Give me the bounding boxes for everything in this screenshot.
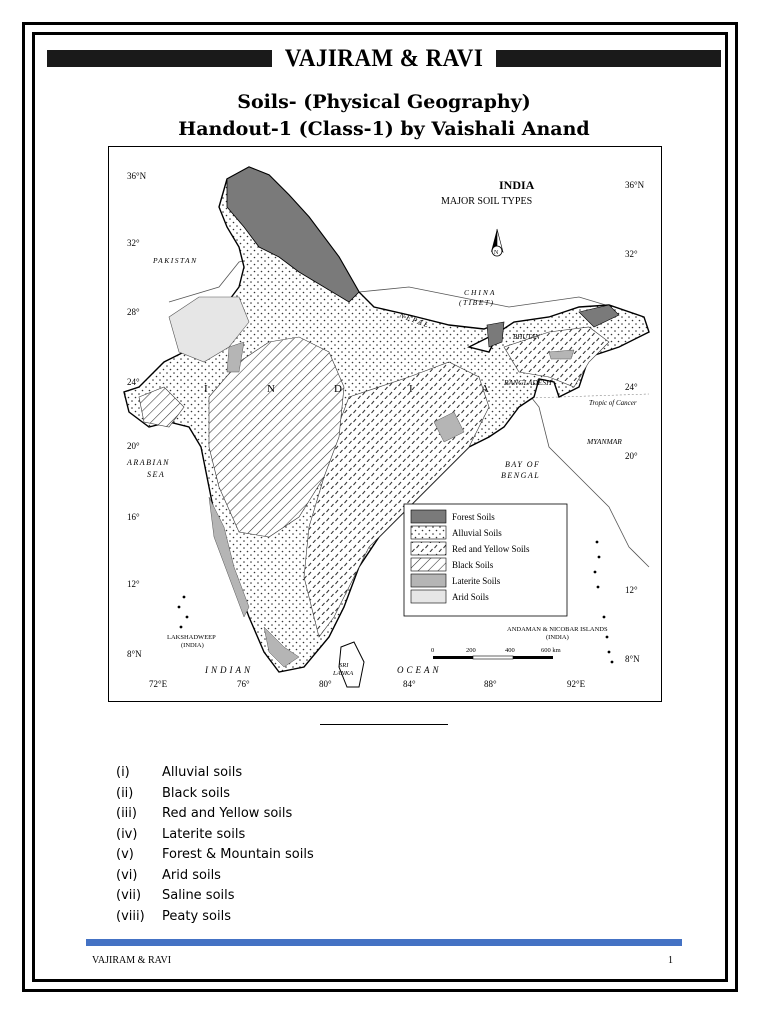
- section-divider: [320, 724, 448, 725]
- label-india-i1: I: [204, 383, 208, 395]
- list-item-number: (v): [116, 847, 134, 862]
- india-soil-map: [108, 146, 662, 702]
- label-andaman: ANDAMAN & NICOBAR ISLANDS: [507, 626, 608, 633]
- label-myanmar: MYANMAR: [587, 437, 622, 446]
- andaman-islands: [594, 541, 614, 664]
- legend-label-red-yellow: Red and Yellow Soils: [452, 544, 530, 554]
- lat-32: 32°: [127, 238, 140, 248]
- legend-label-arid: Arid Soils: [452, 592, 489, 602]
- list-item-text: Saline soils: [162, 888, 235, 903]
- label-sri: SRI: [339, 662, 349, 669]
- page-number: 1: [668, 955, 673, 966]
- list-item-number: (vi): [116, 867, 138, 883]
- lat-right-8: 8°N: [625, 654, 640, 664]
- label-nepal: NEPAL: [398, 310, 432, 330]
- handout-title: Soils- (Physical Geography): [237, 91, 531, 113]
- lon-80: 80°: [319, 679, 332, 689]
- label-bangladesh: BANGLADESH: [504, 378, 552, 387]
- label-lanka: LANKA: [333, 670, 354, 677]
- list-item-text: Forest & Mountain soils: [162, 847, 314, 862]
- legend-label-laterite: Laterite Soils: [452, 576, 501, 586]
- list-item-number: (ii): [116, 785, 134, 801]
- label-india-a: A: [481, 383, 489, 395]
- north-label: N: [494, 250, 499, 256]
- label-india-i2: I: [409, 383, 413, 395]
- label-andaman-sub: (INDIA): [546, 634, 569, 641]
- map-svg: [109, 147, 661, 701]
- list-item-text: Laterite soils: [162, 826, 246, 842]
- list-item-number: (viii): [116, 908, 145, 924]
- lat-16: 16°: [127, 512, 140, 522]
- lon-76: 76°: [237, 679, 250, 689]
- lat-right-24: 24°: [625, 382, 638, 392]
- list-item-number: (iv): [116, 826, 138, 842]
- masthead-bar-right: [496, 50, 721, 67]
- list-item-text: Black soils: [162, 785, 231, 801]
- list-item-number: (i): [116, 765, 130, 780]
- lat-20: 20°: [127, 441, 140, 451]
- lat-right-36: 36°N: [625, 180, 645, 190]
- legend-swatch-red-yellow: [411, 542, 446, 555]
- scale-tick-600: 600 km: [541, 647, 561, 654]
- lat-right-20: 20°: [625, 451, 638, 461]
- label-ocean: OCEAN: [397, 665, 442, 675]
- label-indian: INDIAN: [205, 665, 253, 675]
- legend-swatch-black: [411, 558, 446, 571]
- footer-brand: VAJIRAM & RAVI: [92, 955, 172, 966]
- label-bengal: BENGAL: [501, 471, 541, 480]
- list-item-text: Red and Yellow soils: [162, 806, 293, 821]
- lat-24: 24°: [127, 377, 140, 387]
- brand-title: VAJIRAM & RAVI: [284, 45, 484, 72]
- label-lakshadweep-sub: (INDIA): [181, 642, 204, 649]
- list-item-text: Peaty soils: [162, 908, 231, 924]
- lon-88: 88°: [484, 679, 497, 689]
- masthead-bar-left: [47, 50, 272, 67]
- label-bhutan: BHUTAN: [513, 333, 540, 341]
- lat-right-12: 12°: [625, 585, 638, 595]
- label-pakistan: PAKISTAN: [153, 256, 198, 265]
- lat-8: 8°N: [127, 649, 142, 659]
- lat-28: 28°: [127, 307, 140, 317]
- footer-bar: [86, 939, 682, 946]
- map-legend: [404, 504, 567, 616]
- label-sea: SEA: [147, 470, 166, 479]
- legend-label-forest: Forest Soils: [452, 512, 495, 522]
- list-item-text: Alluvial soils: [162, 765, 243, 780]
- legend-swatch-alluvial: [411, 526, 446, 539]
- scale-tick-400: 400: [505, 647, 515, 654]
- legend-label-black: Black Soils: [452, 560, 494, 570]
- handout-subtitle: Handout-1 (Class-1) by Vaishali Anand: [178, 118, 590, 140]
- label-bay-of: BAY OF: [505, 460, 541, 469]
- lon-72: 72°E: [149, 679, 168, 689]
- masthead: [47, 44, 721, 72]
- label-india-n: N: [267, 383, 275, 395]
- lakshadweep-islands: [178, 596, 189, 629]
- lat-12: 12°: [127, 579, 140, 589]
- legend-swatch-laterite: [411, 574, 446, 587]
- map-subtitle: MAJOR SOIL TYPES: [441, 196, 533, 207]
- legend-swatch-arid: [411, 590, 446, 603]
- label-india-d: D: [334, 383, 342, 395]
- lat-right-32: 32°: [625, 249, 638, 259]
- list-item-number: (vii): [116, 888, 142, 903]
- label-tibet: (TIBET): [459, 298, 495, 307]
- list-item-number: (iii): [116, 806, 137, 821]
- scale-bar: [431, 647, 561, 659]
- list-item-text: Arid soils: [162, 867, 221, 883]
- map-title: INDIA: [499, 178, 535, 192]
- legend-label-alluvial: Alluvial Soils: [452, 528, 502, 538]
- scale-tick-200: 200: [466, 647, 476, 654]
- label-arabian: ARABIAN: [127, 458, 170, 467]
- label-tropic: Tropic of Cancer: [589, 399, 637, 407]
- label-china: CHINA: [464, 288, 497, 297]
- lon-92: 92°E: [567, 679, 586, 689]
- scale-tick-0: 0: [431, 647, 435, 654]
- label-lakshadweep: LAKSHADWEEP: [167, 634, 216, 641]
- lat-36: 36°N: [127, 171, 147, 181]
- legend-swatch-forest: [411, 510, 446, 523]
- lon-84: 84°: [403, 679, 416, 689]
